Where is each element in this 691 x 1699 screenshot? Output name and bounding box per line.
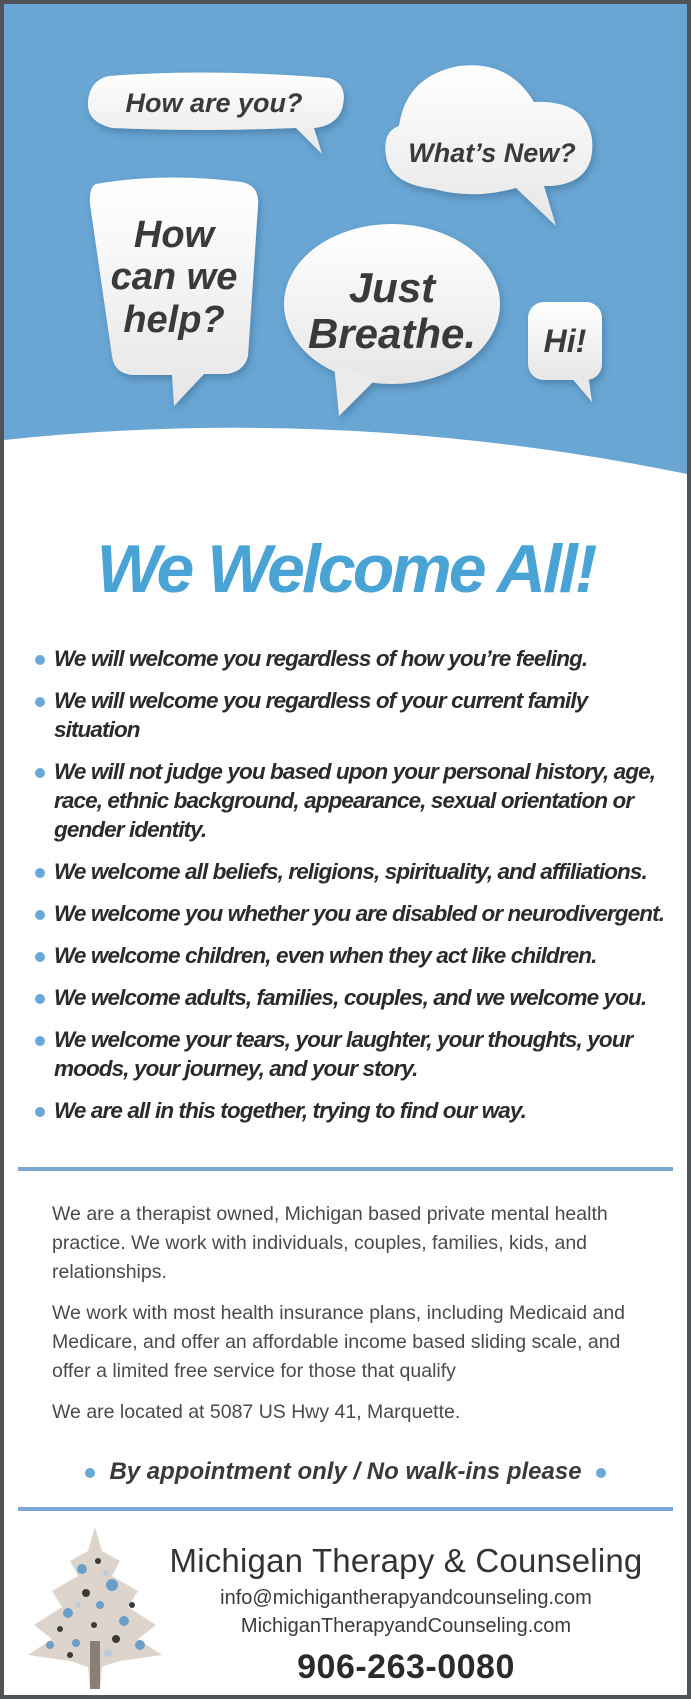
welcome-item [32,857,672,886]
welcome-item-text: We will welcome you regardless of your current family situation [54,688,588,742]
bullet-icon [35,1036,45,1046]
divider-top [18,1167,673,1171]
welcome-item [32,644,672,673]
welcome-item-text: We welcome children, even when they act like children. [54,943,597,968]
divider-bottom [18,1507,673,1511]
bullet-icon [35,768,45,778]
bubble-text-how: How [133,214,215,256]
hero-banner [4,4,687,524]
welcome-item [32,1096,672,1125]
welcome-item [32,757,672,844]
welcome-item-text: We will not judge you based upon your personal history, age, race, ethnic background, appearance, sexual orientation or gender identity. [54,759,656,842]
bubble-text-hi: Hi! [543,323,587,359]
bullet-icon [85,1468,95,1478]
welcome-item [32,686,672,744]
contact-website[interactable]: MichiganTherapyandCounseling.com [240,1615,572,1637]
about-section [52,1200,652,1439]
welcome-list [32,644,672,1138]
bubble-text-whats-new: What’s New? [408,138,576,168]
bubble-text-help: help? [123,299,225,341]
headline: We Welcome All! [96,531,595,607]
brand-name: Michigan Therapy & Counseling [169,1542,643,1579]
footer [4,1521,687,1695]
about-paragraph: We are located at 5087 US Hwy 41, Marquette. [52,1401,461,1423]
bubble-text-breathe: Breathe. [307,310,477,357]
bubble-text-how-are-you: How are you? [125,88,303,118]
bullet-icon [596,1468,606,1478]
bullet-icon [35,868,45,878]
appointment-note [4,1455,687,1489]
bubble-text-just: Just [348,264,436,311]
welcome-item [32,941,672,970]
welcome-item-text: We welcome adults, families, couples, and we welcome you. [54,985,647,1010]
bullet-icon [35,994,45,1004]
bullet-icon [35,655,45,665]
welcome-item-text: We welcome your tears, your laughter, your thoughts, your moods, your journey, and your story. [54,1027,633,1081]
about-paragraph: We are a therapist owned, Michigan based private mental health practice. We work with individuals, couples, families, kids, and relationships. [52,1203,608,1283]
welcome-item-text: We are all in this together, trying to find our way. [54,1098,527,1123]
bullet-icon [35,910,45,920]
flyer [4,4,687,1695]
bullet-icon [35,952,45,962]
about-paragraph: We work with most health insurance plans, including Medicaid and Medicare, and offer an affordable income based sliding scale, and offer a limited free service for those that qualify [52,1302,626,1382]
welcome-item [32,899,672,928]
welcome-item-text: We welcome you whether you are disabled or neurodivergent. [54,901,665,926]
bullet-icon [35,1107,45,1117]
welcome-item-text: We will welcome you regardless of how you’re feeling. [54,646,588,671]
contact-email[interactable]: info@michigantherapyandcounseling.com [220,1587,592,1609]
welcome-item [32,983,672,1012]
appointment-note-text: By appointment only / No walk-ins please [109,1458,582,1485]
contact-phone[interactable]: 906-263-0080 [297,1648,515,1686]
bubble-text-can-we: can we [110,256,238,298]
bullet-icon [35,697,45,707]
welcome-item [32,1025,672,1083]
welcome-item-text: We welcome all beliefs, religions, spirituality, and affiliations. [54,859,647,884]
